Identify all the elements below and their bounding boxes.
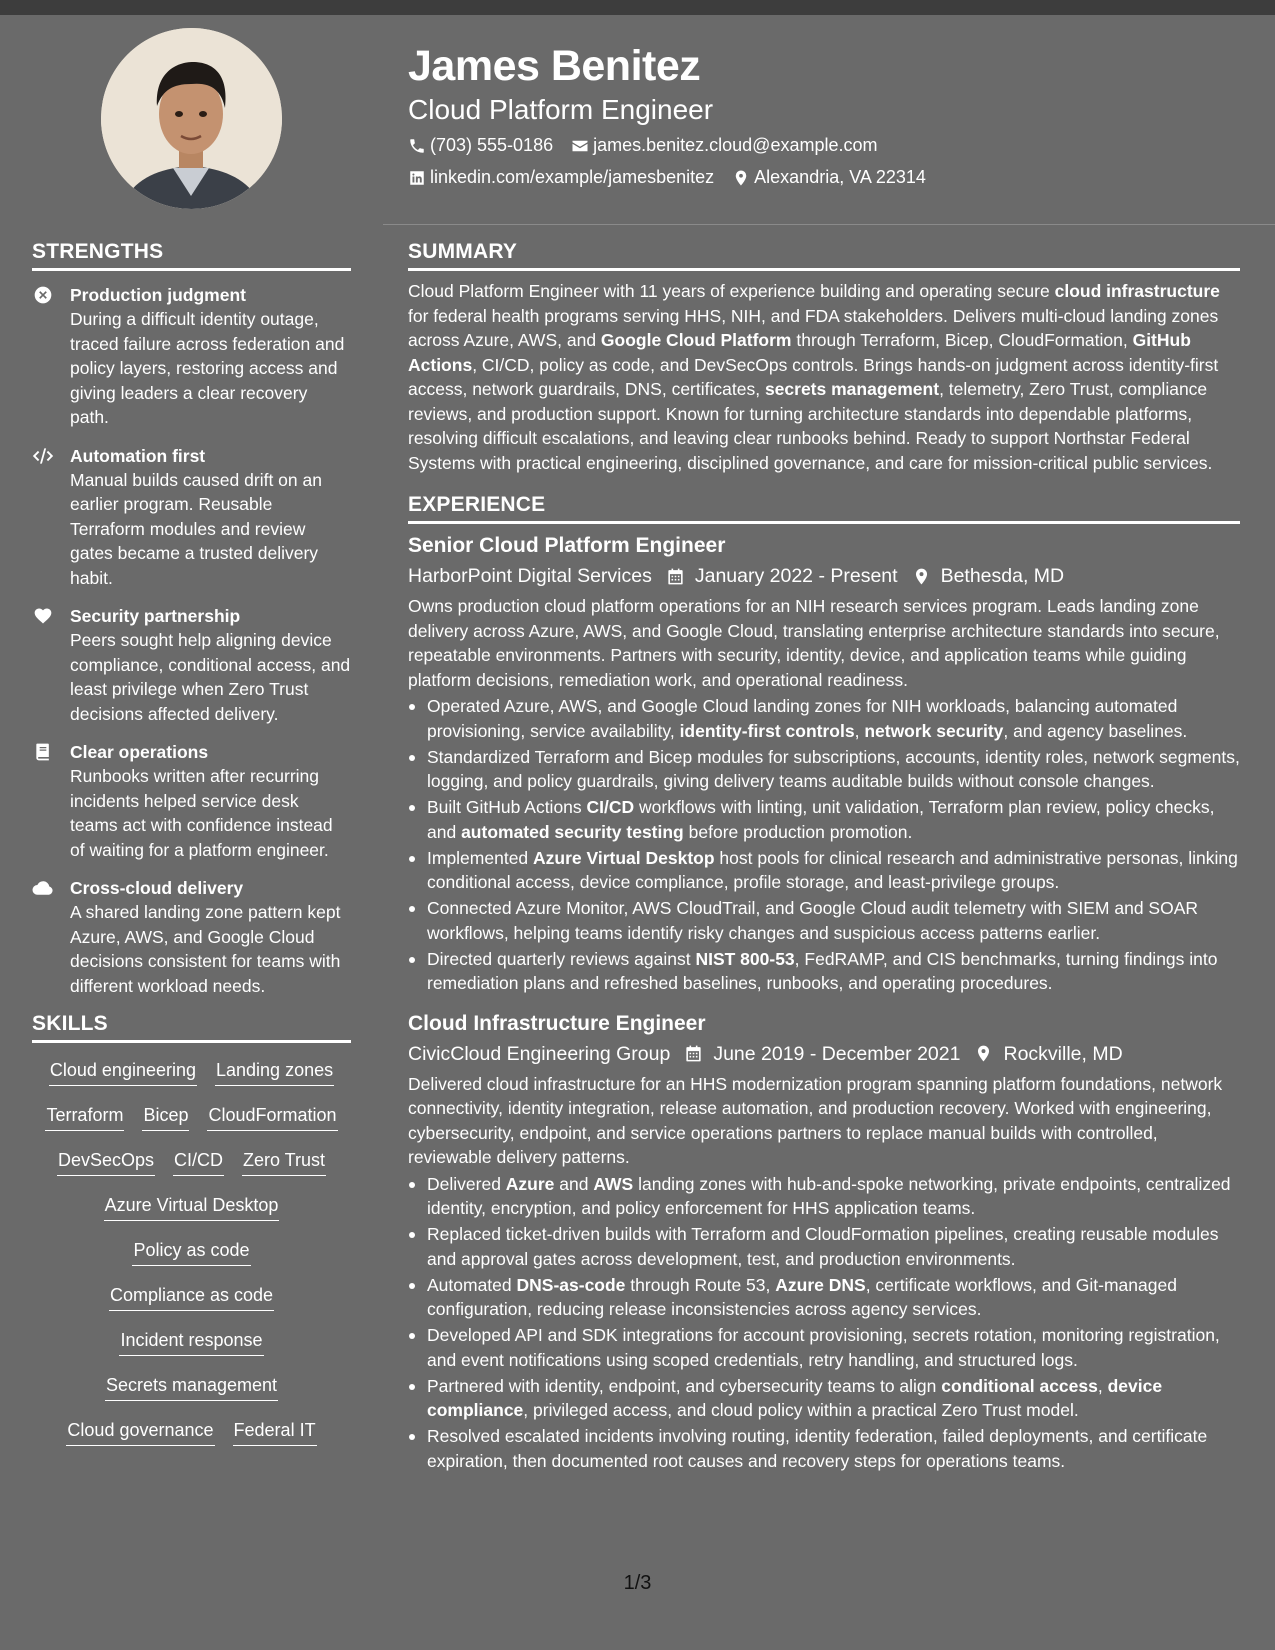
text-run: Automated xyxy=(427,1274,517,1295)
phone-icon xyxy=(408,137,426,155)
skill-tag: CI/CD xyxy=(173,1149,224,1176)
bullet-item xyxy=(408,1374,1240,1423)
skill-tag: CloudFormation xyxy=(207,1104,337,1131)
job-dates-text: June 2019 - December 2021 xyxy=(713,1042,961,1065)
text-run: Built GitHub Actions xyxy=(427,797,587,817)
text-run: before production promotion. xyxy=(683,821,913,842)
skill-row xyxy=(32,1284,351,1329)
strength-item xyxy=(32,876,351,998)
job-meta xyxy=(408,562,1240,590)
skill-tag: Cloud engineering xyxy=(49,1059,197,1086)
bold-text: CI/CD xyxy=(586,797,635,817)
email-text: james.benitez.cloud@example.com xyxy=(593,135,878,155)
strengths-heading: STRENGTHS xyxy=(32,240,351,271)
skill-tag: Federal IT xyxy=(233,1419,317,1446)
skills-heading: SKILLS xyxy=(32,1012,351,1043)
skill-tag: Terraform xyxy=(45,1104,124,1131)
text-run: landing zones with hub-and-spoke networking, private endpoints, centralized identity, encryption, and policy enforcement for HHS application teams. xyxy=(427,1173,1231,1218)
email-contact[interactable] xyxy=(571,135,877,156)
page-number: 1/3 xyxy=(623,1572,652,1594)
skill-row xyxy=(32,1149,351,1194)
bold-text: NIST 800-53 xyxy=(695,948,795,969)
bold-text: Google Cloud Platform xyxy=(600,330,792,350)
job-company: HarborPoint Digital Services xyxy=(408,565,652,587)
profile-photo-image xyxy=(101,28,282,209)
profile-photo xyxy=(101,28,282,209)
calendar-icon xyxy=(684,1044,703,1063)
strength-title: Clear operations xyxy=(70,742,209,762)
text-run: , certificate workflows, and Git-managed configuration, reducing release inconsistencies across agency services. xyxy=(427,1274,1177,1319)
bullet-item xyxy=(408,947,1240,996)
header-divider xyxy=(383,224,1275,225)
phone-text: (703) 555-0186 xyxy=(430,135,554,155)
job-bullets xyxy=(408,694,1240,996)
text-run: , CI/CD, policy as code, and DevSecOps controls. Brings hands-on judgment across identity-first access, network guardrails, DNS, certificates, xyxy=(408,354,1219,399)
crosshair-icon xyxy=(32,285,54,305)
text-run: , telemetry, Zero Trust, compliance reviews, and production support. Known for turning architecture standards into dependable platforms, resolving difficult escalations, and leaving clear runbooks behind. Ready to support Northstar Federal Systems with practical engineering, disciplined governance, and care for mission-critical public services. xyxy=(408,379,1213,473)
bullet-item xyxy=(408,1323,1240,1372)
skill-tag: Compliance as code xyxy=(109,1284,274,1311)
summary-text xyxy=(408,279,1240,475)
job-entry xyxy=(408,532,1240,996)
job-entry xyxy=(408,1010,1240,1474)
cloud-icon xyxy=(32,878,54,898)
text-run: for federal health programs serving HHS, NIH, and FDA stakeholders. Delivers multi-cloud landing zones across Azure, AWS, and xyxy=(408,305,1219,350)
skill-tag: Policy as code xyxy=(132,1239,250,1266)
text-run: Delivered xyxy=(427,1173,506,1194)
text-run: , xyxy=(1097,1375,1108,1396)
job-description: Delivered cloud infrastructure for an HHS modernization program spanning platform foundations, network connectivity, identity integration, release automation, and production recovery. Worked with engineering, cybersecurity, endpoint, and service operations partners to replace manual builds with controlled, reviewable delivery patterns. xyxy=(408,1073,1223,1167)
skill-tag: DevSecOps xyxy=(57,1149,155,1176)
bold-text: Azure DNS xyxy=(775,1274,866,1295)
bullet-item xyxy=(408,1273,1240,1322)
linkedin-text: linkedin.com/example/jamesbenitez xyxy=(430,167,715,187)
linkedin-icon xyxy=(408,169,426,187)
job-location-text: Rockville, MD xyxy=(1003,1042,1123,1065)
text-run: , privileged access, and cloud policy within a practical Zero Trust model. xyxy=(523,1400,1079,1420)
text-run: Replaced ticket-driven builds with Terraform and CloudFormation pipelines, creating reusable modules and approval gates across development, test, and production environments. xyxy=(427,1224,1219,1269)
bullet-item xyxy=(408,896,1240,945)
strength-desc: Runbooks written after recurring incidents helped service desk teams act with confidence instead of waiting for a platform engineer. xyxy=(70,766,333,860)
strength-title: Security partnership xyxy=(70,606,241,626)
bold-text: Azure Virtual Desktop xyxy=(533,847,715,868)
text-run: Directed quarterly reviews against xyxy=(427,948,696,969)
text-run: Resolved escalated incidents involving routing, identity federation, failed deployments, and certificate expiration, then documented root causes and recovery steps for operations teams. xyxy=(427,1426,1208,1471)
skill-tag: Secrets management xyxy=(105,1374,278,1401)
bold-text: cloud infrastructure xyxy=(1054,281,1220,301)
strength-desc: A shared landing zone pattern kept Azure, AWS, and Google Cloud decisions consistent for teams with different workload needs. xyxy=(70,902,341,996)
skill-row xyxy=(32,1239,351,1284)
text-run: Partnered with identity, endpoint, and cybersecurity teams to align xyxy=(427,1375,942,1396)
bold-text: Azure xyxy=(505,1173,555,1194)
map-pin-icon xyxy=(732,169,750,187)
job-dates-text: January 2022 - Present xyxy=(694,565,898,587)
job-dates xyxy=(666,562,898,590)
heart-icon xyxy=(32,606,54,626)
text-run: Operated Azure, AWS, and Google Cloud landing zones for NIH workloads, balancing automated provisioning, service availability, xyxy=(427,696,1178,741)
bold-text: identity-first controls xyxy=(679,720,855,741)
skill-row xyxy=(32,1194,351,1239)
job-meta xyxy=(408,1040,1240,1068)
phone-contact[interactable] xyxy=(408,135,553,156)
strength-item xyxy=(32,604,351,726)
strength-item xyxy=(32,740,351,862)
text-run: workflows with linting, unit validation, Terraform plan review, policy checks, and xyxy=(427,797,1215,842)
bold-text: secrets management xyxy=(764,379,940,399)
strength-desc: Peers sought help aligning device compliance, conditional access, and least privilege when Zero Trust decisions affected delivery. xyxy=(70,630,351,724)
job-location xyxy=(974,1040,1122,1068)
strength-title: Production judgment xyxy=(70,285,246,305)
candidate-name: James Benitez xyxy=(408,42,701,90)
bold-text: DNS-as-code xyxy=(516,1274,626,1295)
book-icon xyxy=(32,742,54,762)
job-bullets xyxy=(408,1172,1240,1474)
text-run: and xyxy=(554,1173,594,1194)
skill-tag: Zero Trust xyxy=(242,1149,326,1176)
text-run: through Route 53, xyxy=(625,1274,776,1295)
text-run: , and agency baselines. xyxy=(1003,720,1188,741)
bullet-item xyxy=(408,694,1240,743)
bullet-item xyxy=(408,745,1240,794)
bullet-item xyxy=(408,846,1240,895)
bold-text: network security xyxy=(864,720,1004,741)
bullet-item xyxy=(408,795,1240,844)
strengths-list xyxy=(32,283,351,998)
job-dates xyxy=(684,1040,960,1068)
candidate-title: Cloud Platform Engineer xyxy=(408,94,714,125)
skill-row xyxy=(32,1329,351,1374)
experience-heading: EXPERIENCE xyxy=(408,493,1240,524)
text-run: host pools for clinical research and administrative personas, linking conditional access, device compliance, profile storage, and least-privilege groups. xyxy=(427,847,1238,892)
skill-tag: Incident response xyxy=(119,1329,263,1356)
text-run: Implemented xyxy=(427,847,534,868)
skills-list xyxy=(32,1059,351,1464)
top-bar xyxy=(0,0,1275,15)
text-run: through Terraform, Bicep, CloudFormation, xyxy=(791,330,1133,350)
text-run: Developed API and SDK integrations for account provisioning, secrets rotation, monitoring registration, and event notifications using scoped credentials, retry handling, and structured logs. xyxy=(427,1325,1220,1370)
skill-tag: Azure Virtual Desktop xyxy=(104,1194,280,1221)
code-icon xyxy=(32,446,54,466)
strength-desc: Manual builds caused drift on an earlier program. Reusable Terraform modules and review gates became a trusted delivery habit. xyxy=(70,469,322,588)
strength-title: Cross-cloud delivery xyxy=(70,878,244,898)
text-run: Cloud Platform Engineer with 11 years of experience building and operating secure xyxy=(408,281,1055,301)
right-column xyxy=(408,240,1240,1487)
skill-row xyxy=(32,1059,351,1104)
skill-tag: Bicep xyxy=(142,1104,189,1131)
skill-tag: Landing zones xyxy=(215,1059,334,1086)
map-pin-icon xyxy=(912,567,931,586)
text-run: Standardized Terraform and Bicep modules for subscriptions, accounts, identity roles, network segments, logging, and policy guardrails, giving delivery teams auditable builds without console changes. xyxy=(427,746,1240,791)
text-run: Connected Azure Monitor, AWS CloudTrail, and Google Cloud audit telemetry with SIEM and SOAR workflows, helping teams identify risky changes and suspicious access patterns earlier. xyxy=(427,898,1199,943)
email-icon xyxy=(571,137,589,155)
summary-heading: SUMMARY xyxy=(408,240,1240,271)
bold-text: AWS xyxy=(593,1173,634,1194)
job-location-text: Bethesda, MD xyxy=(940,565,1065,587)
bullet-item xyxy=(408,1222,1240,1271)
calendar-icon xyxy=(666,567,685,586)
skill-row xyxy=(32,1374,351,1419)
left-column xyxy=(32,240,351,1464)
bold-text: conditional access xyxy=(941,1375,1098,1396)
skill-row xyxy=(32,1104,351,1149)
skill-tag: Cloud governance xyxy=(66,1419,214,1446)
bold-text: automated security testing xyxy=(461,821,684,842)
job-company: CivicCloud Engineering Group xyxy=(408,1042,671,1065)
bold-text: GitHub Actions xyxy=(408,330,1191,375)
text-run: , xyxy=(854,720,865,741)
job-title: Senior Cloud Platform Engineer xyxy=(408,534,726,557)
job-location xyxy=(912,562,1065,590)
strength-item xyxy=(32,283,351,430)
job-description: Owns production cloud platform operations for an NIH research services program. Leads landing zone delivery across Azure, AWS, and Google Cloud, translating enterprise architecture standards into secure, repeatable environments. Partners with security, identity, device, and application teams while guiding platform decisions, remediation work, and operational readiness. xyxy=(408,596,1220,690)
text-run: , FedRAMP, and CIS benchmarks, turning findings into remediation plans and refreshed baselines, runbooks, and operating procedures. xyxy=(427,948,1218,993)
location-text: Alexandria, VA 22314 xyxy=(754,167,926,187)
linkedin-contact[interactable] xyxy=(408,167,714,188)
contact-line-2 xyxy=(408,167,944,188)
strength-desc: During a difficult identity outage, traced failure across federation and policy layers, restoring access and giving leaders a clear recovery path. xyxy=(70,309,345,427)
bold-text: device compliance xyxy=(427,1375,1163,1420)
job-title: Cloud Infrastructure Engineer xyxy=(408,1011,706,1035)
location-contact xyxy=(732,167,926,188)
contact-line-1 xyxy=(408,135,896,156)
bullet-item xyxy=(408,1172,1240,1221)
strength-item xyxy=(32,444,351,591)
skill-row xyxy=(32,1419,351,1464)
strength-title: Automation first xyxy=(70,445,206,466)
map-pin-icon xyxy=(974,1044,993,1063)
bullet-item xyxy=(408,1424,1240,1473)
